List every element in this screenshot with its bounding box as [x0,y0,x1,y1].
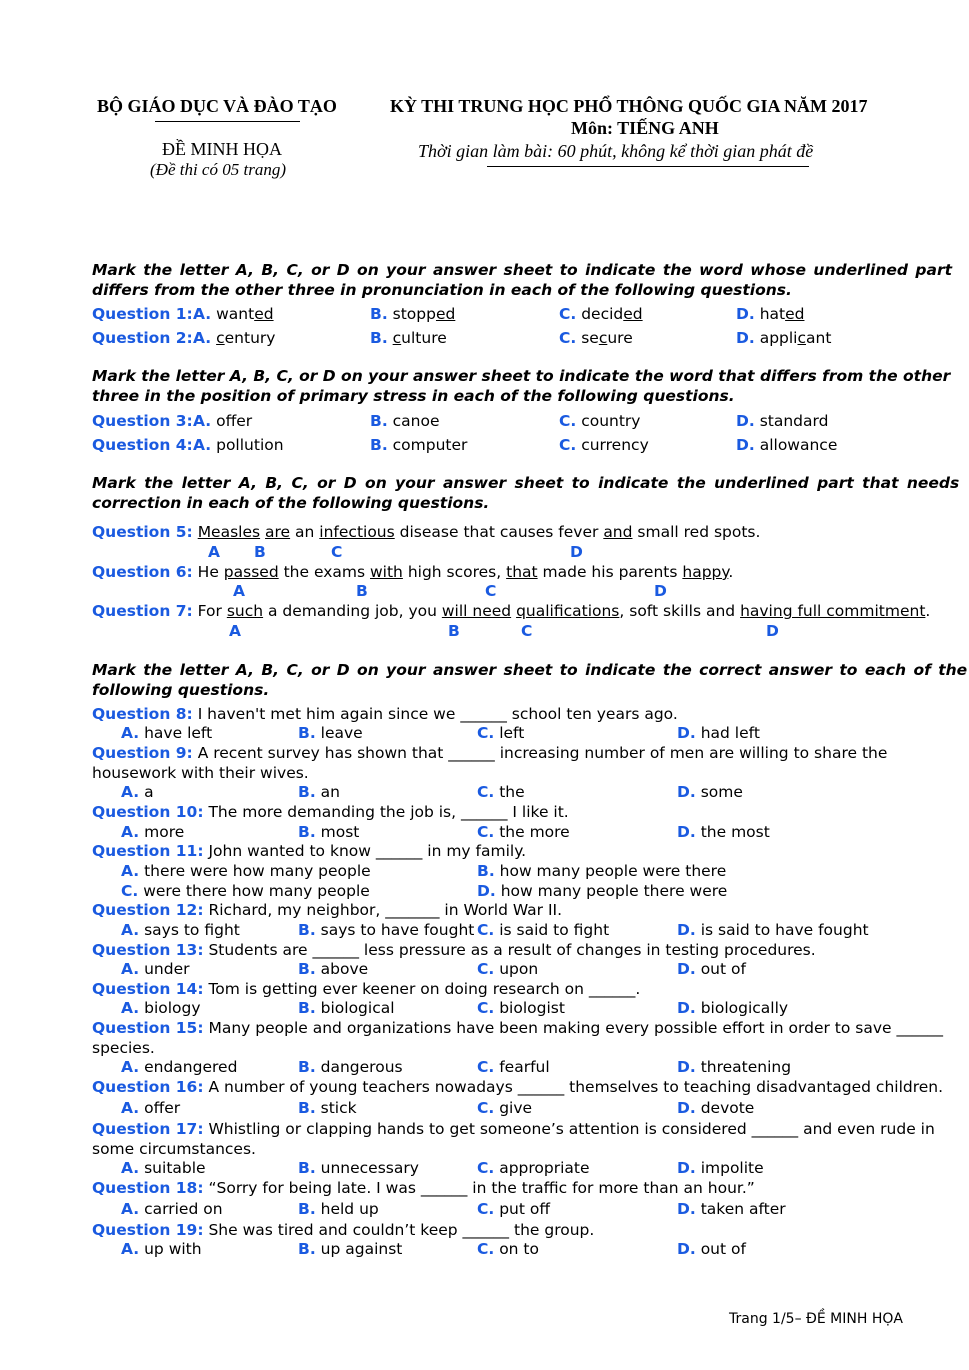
question-15-cont: species. [92,1039,155,1057]
question-label: Question 3: [92,412,193,430]
options-12: A. says to fight B. says to have fought C. is said to fight D. is said to have fought [121,921,869,939]
time-underline [487,166,809,167]
options-11: A. there were how many people B. how many people were there C. were there how many people D. how many people there were [121,862,728,900]
question-1: Question 1: A. wanted B. stopped C. decided D. hated [92,305,805,323]
question-16: Question 16: A number of young teachers nowadays ______ themselves to teaching disadvantaged children. [92,1078,944,1096]
options-9: A. a B. an C. the D. some [121,783,743,801]
instruction-3: Mark the letter A, B, C, or D on your answer sheet to indicate the underlined part that needs correction in each of the following questions. [92,474,960,512]
question-9: Question 9: A recent survey has shown that ______ increasing number of men are willing to share the [92,744,888,762]
question-17-cont: some circumstances. [92,1140,256,1158]
question-6: Question 6: He passed the exams with high scores, that made his parents happy. [92,563,734,581]
question-10: Question 10: The more demanding the job is, ______ I like it. [92,803,569,821]
page-footer: Trang 1/5– ĐỀ MINH HỌA [729,1311,903,1327]
question-4: Question 4: A. pollution B. computer C. currency D. allowance [92,436,838,454]
de-minh-hoa: ĐỀ MINH HỌA [162,139,282,159]
ministry-underline [155,121,300,122]
options-15: A. endangered B. dangerous C. fearful D. threatening [121,1058,792,1076]
question-17: Question 17: Whistling or clapping hands to get someone’s attention is considered ______ and even rude in [92,1120,935,1138]
options-10: A. more B. most C. the more D. the most [121,823,770,841]
question-12: Question 12: Richard, my neighbor, _______ in World War II. [92,901,563,919]
question-15: Question 15: Many people and organizations have been making every possible effort in order to save ______ [92,1019,943,1037]
question-label: Question 4: [92,436,193,454]
question-13: Question 13: Students are ______ less pressure as a result of changes in testing procedures. [92,941,816,959]
question-label: Question 1: [92,305,193,323]
pages-note: (Đề thi có 05 trang) [150,160,286,179]
options-13: A. under B. above C. upon D. out of [121,960,746,978]
options-18: A. carried on B. held up C. put off D. taken after [121,1200,786,1218]
ministry-title: BỘ GIÁO DỤC VÀ ĐÀO TẠO [97,96,337,116]
question-14: Question 14: Tom is getting ever keener on doing research on ______. [92,980,641,998]
options-14: A. biology B. biological C. biologist D. biologically [121,999,789,1017]
options-19: A. up with B. up against C. on to D. out of [121,1240,746,1258]
time-note: Thời gian làm bài: 60 phút, không kể thời gian phát đề [418,141,814,161]
question-18: Question 18: “Sorry for being late. I was ______ in the traffic for more than an hour.” [92,1179,755,1197]
options-17: A. suitable B. unnecessary C. appropriate D. impolite [121,1159,764,1177]
question-8: Question 8: I haven't met him again since we ______ school ten years ago. [92,705,678,723]
question-5: Question 5: Measles are an infectious disease that causes fever and small red spots. [92,523,761,541]
instruction-2: Mark the letter A, B, C, or D on your answer sheet to indicate the word that differs from the other three in the position of primary stress in each of the following questions. [92,367,951,405]
options-16: A. offer B. stick C. give D. devote [121,1099,755,1117]
question-11: Question 11: John wanted to know ______ in my family. [92,842,527,860]
question-label: Question 2: [92,329,193,347]
subject-title: Môn: TIẾNG ANH [571,118,719,138]
question-7: Question 7: For such a demanding job, you will need qualifications, soft skills and having full commitment. [92,602,931,620]
instruction-1: Mark the letter A, B, C, or D on your answer sheet to indicate the word whose underlined part differs from the other three in pronunciation in each of the following questions. [92,261,953,299]
exam-title: KỲ THI TRUNG HỌC PHỔ THÔNG QUỐC GIA NĂM 2017 [390,96,868,116]
question-19: Question 19: She was tired and couldn’t keep ______ the group. [92,1221,595,1239]
question-2: Question 2: A. century B. culture C. secure D. applicant [92,329,832,347]
options-8: A. have left B. leave C. left D. had left [121,724,760,742]
question-3: Question 3: A. offer B. canoe C. country D. standard [92,412,829,430]
question-9-cont: housework with their wives. [92,764,309,782]
instruction-4: Mark the letter A, B, C, or D on your answer sheet to indicate the correct answer to each of the following questions. [92,661,968,699]
